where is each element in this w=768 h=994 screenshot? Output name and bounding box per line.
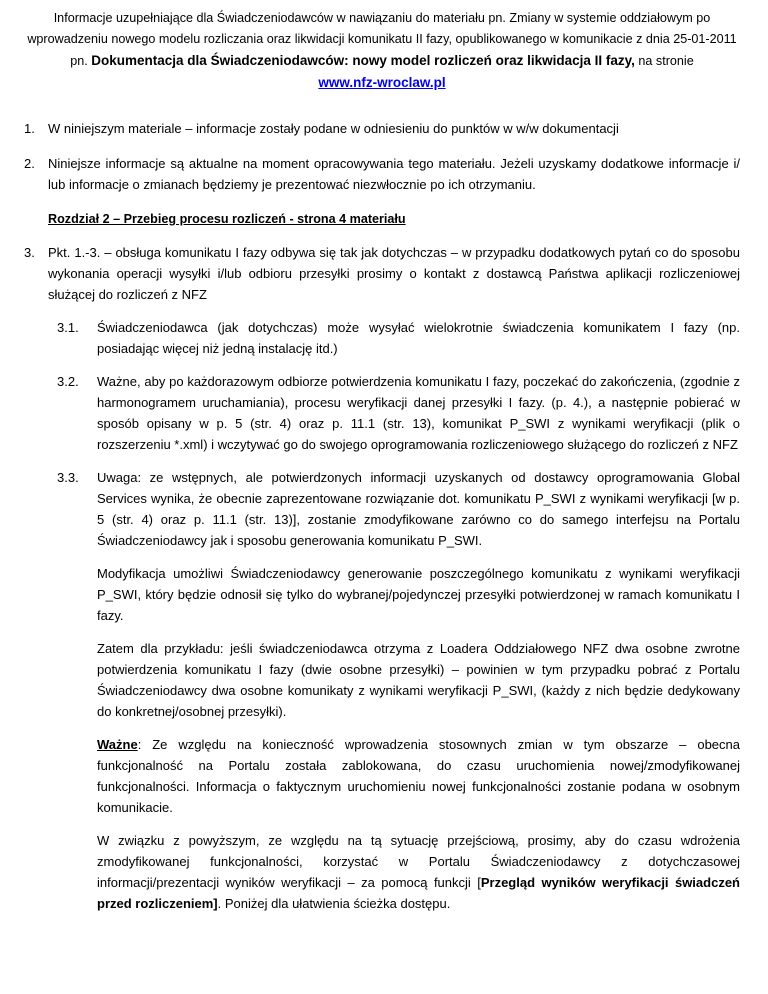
- important-label: Ważne: [97, 737, 138, 752]
- chapter-heading: Rozdział 2 – Przebieg procesu rozliczeń - strona 4 materiału: [48, 212, 406, 226]
- list-item-number: 1.: [24, 121, 35, 136]
- list-item-text: W niniejszym materiale – informacje zostały podane w odniesieniu do punktów w w/w dokumentacji: [48, 121, 619, 136]
- subitem-text: Ważne, aby po każdorazowym odbiorze potwierdzenia komunikatu I fazy, poczekać do zakończenia, (zgodnie z harmonogramem uruchamiania), procesu weryfikacji danej przesyłki I fazy. (p. 4.), a następnie pobierać w sposób opisany w p. 5 (str. 4) oraz p. 11.1 (str. 13), komunikat P_SWI z wynikami weryfikacji (plik o rozszerzeniu *.xml) i wczytywać go do swojego oprogramowania rozliczeniowego służącego do rozliczeń z NFZ: [97, 374, 740, 452]
- list-item-number: 2.: [24, 156, 35, 171]
- subitem-3-3: [57, 467, 740, 551]
- header-suffix: na stronie: [638, 54, 694, 68]
- paragraph-modification: Modyfikacja umożliwi Świadczeniodawcy generowanie poszczególnego komunikatu z wynikami weryfikacji P_SWI, który będzie odnosił się tylko do wybranej/pojedynczej przesyłki potwierdzonej w ramach komunikatu I fazy.: [97, 566, 740, 623]
- paragraph-important: [97, 734, 740, 818]
- subitem-number: 3.2.: [57, 374, 79, 389]
- list-item-number: 3.: [24, 245, 35, 260]
- nfz-website-link[interactable]: www.nfz-wroclaw.pl: [318, 75, 446, 90]
- subitem-text: Świadczeniodawca (jak dotychczas) może wysyłać wielokrotnie świadczenia komunikatem I fazy (np. posiadając więcej niż jedną instalację itd.): [97, 320, 740, 356]
- subitem-number: 3.1.: [57, 320, 79, 335]
- list-item-2: [24, 153, 740, 195]
- function-name: Przegląd wyników weryfikacji świadczeń przed rozliczeniem]: [97, 875, 740, 911]
- subitem-text: Uwaga: ze wstępnych, ale potwierdzonych informacji uzyskanych od dostawcy oprogramowania Global Services wynika, że obecnie zaprezentowane rozwiązanie dot. komunikatu P_SWI z wynikami weryfikacji [w p. 5 (str. 4) oraz p. 11.1 (str. 13)], zostanie zmodyfikowane zarówno co do samego interfejsu na Portalu Świadczeniodawcy jak i sposobu generowania komunikatu P_SWI.: [97, 470, 740, 548]
- list-item-text: Pkt. 1.-3. – obsługa komunikatu I fazy odbywa się tak jak dotychczas – w przypadku dodatkowych pytań co do sposobu wykonania operacji wysyłki i/lub odbioru przesyłki prosimy o kontakt z dostawcą Państwa aplikacji rozliczeniowej służącej do rozliczeń z NFZ: [48, 245, 740, 302]
- subitem-3-2: [57, 371, 740, 455]
- header-intro: Informacje uzupełniające dla Świadczeniodawców w nawiązaniu do materiału pn. Zmiany w systemie oddziałowym po wprowadzeniu nowego modelu rozliczania oraz likwidacji komunikatu II fazy, opublikowanego w komunikacie z dnia 25-01-2011 pn.: [27, 11, 737, 68]
- document-header: [24, 8, 740, 94]
- subitem-number: 3.3.: [57, 470, 79, 485]
- transition-text-start: W związku z powyższym, ze względu na tą sytuację przejściową, prosimy, aby do czasu wdrożenia zmodyfikowanej funkcjonalności, korzystać w Portalu Świadczeniodawcy z dotychczasowej informacji/prezentacji wyników weryfikacji – za pomocą funkcji [: [97, 833, 740, 890]
- paragraph-transition: [97, 830, 740, 914]
- list-item-text: Niniejsze informacje są aktualne na moment opracowywania tego materiału. Jeżeli uzyskamy dodatkowe informacje i/ lub informacje o zmianach będziemy je prezentować niezwłocznie po ich otrzymaniu.: [48, 156, 740, 192]
- paragraph-example: Zatem dla przykładu: jeśli świadczeniodawca otrzyma z Loadera Oddziałowego NFZ dwa osobne zwrotne potwierdzenia komunikatu I fazy (dwie osobne przesyłki) – powinien w tym przypadku pobrać z Portalu Świadczeniodawcy dwa osobne komunikaty z wynikami weryfikacji P_SWI, (każdy z nich będzie dedykowany do konkretnej/osobnej przesyłki).: [97, 641, 740, 719]
- list-item-3: [24, 242, 740, 305]
- subitem-3-1: [57, 317, 740, 359]
- list-item-1: [24, 118, 740, 139]
- transition-text-end: . Poniżej dla ułatwienia ścieżka dostępu.: [217, 896, 451, 911]
- header-doc-title: Dokumentacja dla Świadczeniodawców: nowy model rozliczeń oraz likwidacja II fazy,: [91, 53, 635, 68]
- important-text: : Ze względu na konieczność wprowadzenia stosownych zmian w tym obszarze – obecna funkcjonalność na Portalu została zablokowana, do czasu uruchomienia nowej/zmodyfikowanej funkcjonalności. Informacja o faktycznym uruchomieniu nowej funkcjonalności zostanie podana w osobnym komunikacie.: [97, 737, 740, 815]
